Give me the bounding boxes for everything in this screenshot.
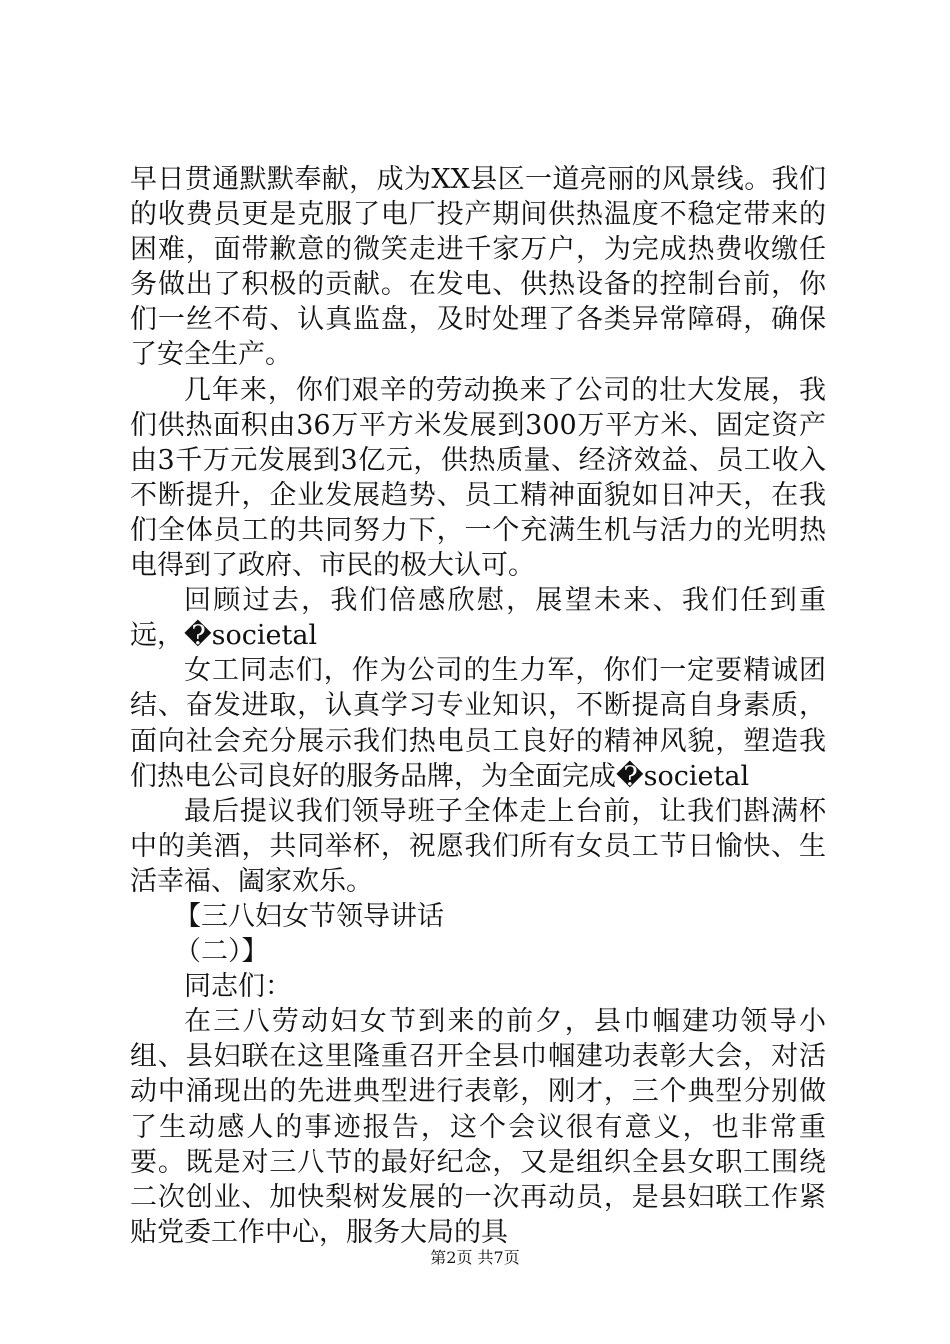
section-heading-line-1: 【三八妇女节领导讲话 [174, 900, 444, 932]
paragraph-1: 早日贯通默默奉献，成为XX县区一道亮丽的风景线。我们的收费员更是克服了电厂投产期间供热温度不稳定带来的困难，面带歉意的微笑走进千家万户，为完成热费收缴任务做出了积极的贡献。在发电、供热设备的控制台前，你们一丝不苟、认真监盘，及时处理了各类异常障碍，确保了安全生产。 [130, 164, 826, 371]
paragraph-5: 最后提议我们领导班子全体走上台前，让我们斟满杯中的美酒，共同举杯，祝愿我们所有女员工节日愉快、生活幸福、阖家欢乐。 [130, 795, 826, 897]
paragraph-6: 在三八劳动妇女节到来的前夕，县巾帼建功领导小组、县妇联在这里隆重召开全县巾帼建功表彰大会，对活动中涌现出的先进典型进行表彰，刚才，三个典型分别做了生动感人的事迹报告，这个会议很有意义，也非常重要。既是对三八节的最好纪念，又是组织全县女职工围绕二次创业、加快梨树发展的一次再动员，是县妇联工作紧贴党委工作中心，服务大局的具 [130, 1006, 826, 1248]
paragraph-3: 回顾过去，我们倍感欣慰，展望未来、我们任到重远，�societal [130, 585, 826, 652]
paragraph-4: 女工同志们，作为公司的生力军，你们一定要精诚团结、奋发进取，认真学习专业知识，不断提高自身素质，面向社会充分展示我们热电员工良好的精神风貌，塑造我们热电公司良好的服务品牌，为全面完成�societal [130, 655, 826, 792]
section-heading-line-2: （二）】 [174, 936, 269, 968]
page-number-footer: 第2页 共7页 [430, 1248, 520, 1267]
document-body [130, 162, 826, 1250]
salutation: 同志们： [184, 971, 292, 1003]
paragraph-2: 几年来，你们艰辛的劳动换来了公司的壮大发展，我们供热面积由36万平方米发展到300万平方米、固定资产由3千万元发展到3亿元，供热质量、经济效益、员工收入不断提升，企业发展趋势、员工精神面貌如日冲天，在我们全体员工的共同努力下，一个充满生机与活力的光明热电得到了政府、市民的极大认可。 [130, 374, 826, 582]
